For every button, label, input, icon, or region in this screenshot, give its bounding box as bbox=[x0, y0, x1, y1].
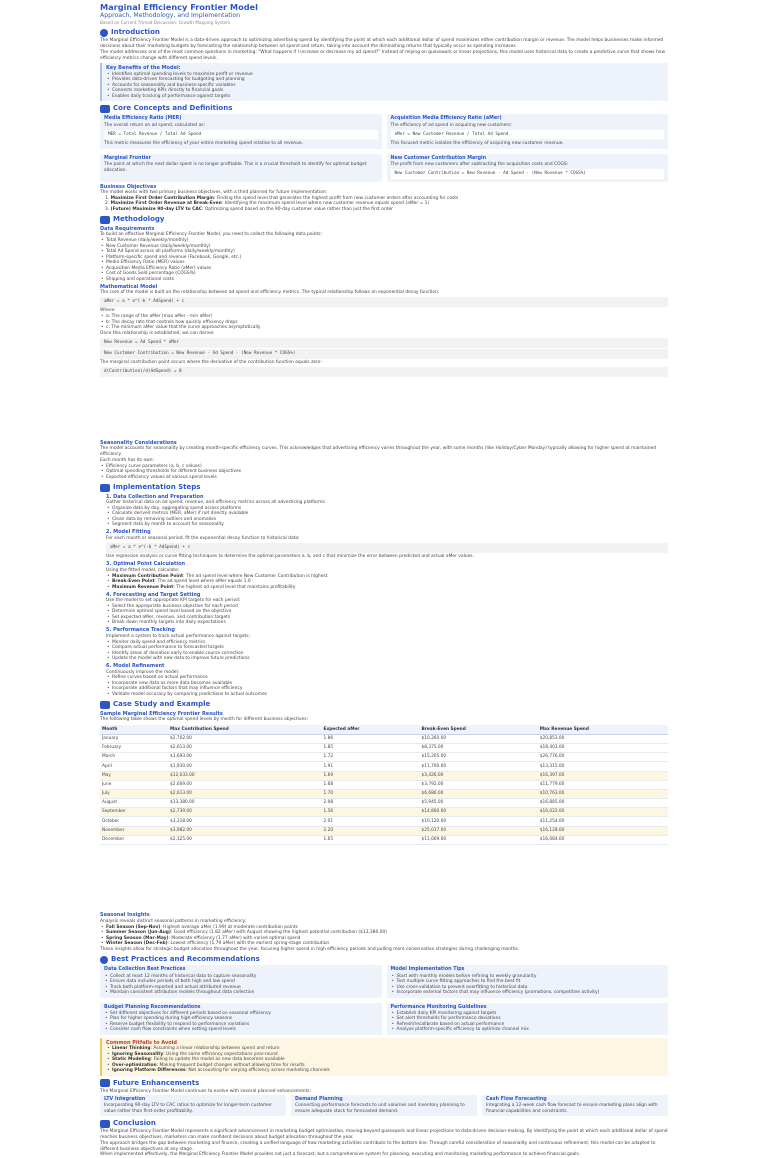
step-2-note: Use regression analysis or curve fitting techniques to determine the optimal parameters a, b, and c that minimize the error between predicted and actual aMer values. bbox=[106, 554, 474, 560]
future-heading-text: Future Enhancements bbox=[113, 1078, 200, 1087]
ncm-title: New Customer Contribution Margin bbox=[390, 155, 487, 161]
concepts-heading bbox=[100, 104, 668, 113]
list-item: • Use cross-validation to prevent overfitting to historical data bbox=[391, 985, 665, 991]
list-item: • Identifies optimal spending levels to maximize profit or revenue bbox=[106, 72, 664, 78]
step-3-text: Using the fitted model, calculate: bbox=[106, 567, 180, 573]
case-heading-text: Case Study and Example bbox=[113, 700, 211, 709]
steps-body bbox=[100, 494, 668, 698]
list-item bbox=[106, 1068, 664, 1074]
table-cell: 1.69 bbox=[322, 771, 420, 780]
results-table-body bbox=[100, 734, 668, 844]
case-heading bbox=[100, 700, 668, 709]
step-1-text: Gather historical data on ad spend, revenue, and efficiency metrics across all advertising platforms. bbox=[106, 500, 327, 506]
practice-card-title: Model Implementation Tips bbox=[390, 967, 465, 973]
table-cell: $16,022.00 bbox=[538, 808, 668, 817]
table-cell: $26,776.00 bbox=[538, 753, 668, 762]
objectives-title: Business Objectives bbox=[100, 183, 157, 190]
item-name: Static Modeling bbox=[112, 1057, 151, 1063]
derive-text: Once this relationship is established, we can derive: bbox=[100, 330, 215, 336]
list-item: • Connects marketing KPIs directly to financial goals bbox=[106, 88, 664, 94]
list-item: • Test multiple curve fitting approaches to find the best fit bbox=[391, 979, 665, 985]
table-cell: $12,033.00 bbox=[168, 771, 322, 780]
list-item: • Calculate derived metrics (MER, aMer) if not directly available bbox=[106, 511, 668, 517]
table-cell: $13,315.00 bbox=[538, 762, 668, 771]
item-name: Spring Season (Mar-May) bbox=[106, 935, 169, 941]
amer-title: Acquisition Media Efficiency Ratio (aMer) bbox=[390, 116, 502, 122]
practice-list bbox=[104, 974, 378, 996]
step-4-list bbox=[106, 604, 668, 626]
table-cell: $10,260.00 bbox=[420, 734, 538, 743]
table-cell: $11,254.00 bbox=[538, 817, 668, 826]
table-cell: March bbox=[100, 753, 168, 762]
practice-card-title: Data Collection Best Practices bbox=[104, 967, 186, 973]
step-5-text: Implement a system to track actual performance against targets: bbox=[106, 633, 251, 639]
table-cell: 1.70 bbox=[322, 789, 420, 798]
practice-card bbox=[387, 1003, 669, 1035]
table-cell: $6,686.00 bbox=[420, 789, 538, 798]
table-row bbox=[100, 789, 668, 798]
list-item: • Total Revenue (daily/weekly/monthly) bbox=[100, 238, 668, 244]
table-cell: 1.91 bbox=[322, 762, 420, 771]
table-row bbox=[100, 762, 668, 771]
list-item: • Acquisition Media Efficiency Ratio (aMer) values bbox=[100, 266, 668, 272]
future-card bbox=[291, 1095, 477, 1117]
list-item: • Plan for higher spending during high-efficiency seasons bbox=[104, 1016, 378, 1022]
step-3-title: 3. Optimal Point Calculation bbox=[106, 561, 186, 568]
list-item: • c: The minimum aMer value that the curve approaches asymptotically bbox=[100, 325, 668, 331]
table-cell: $5,945.00 bbox=[420, 799, 538, 808]
future-card-title: Demand Planning bbox=[295, 1096, 343, 1102]
data-requirements-intro: To build an effective Marginal Efficiency Frontier Model, you need to collect the following data points: bbox=[100, 232, 322, 238]
table-row bbox=[100, 835, 668, 844]
column-header: Max Revenue Spend bbox=[538, 725, 668, 734]
table-cell: $18,403.00 bbox=[538, 743, 668, 752]
item-text: : Failing to update the model as new data becomes available bbox=[150, 1057, 285, 1063]
item-text: : Assuming a linear relationship between spend and return bbox=[150, 1046, 280, 1052]
mer-card bbox=[100, 114, 382, 148]
amer-text: The efficiency of ad spend in acquiring new customers: bbox=[390, 122, 512, 128]
intro-heading-text: Introduction bbox=[111, 28, 160, 37]
item-text: : Identifying the maximum spend level where new customer revenue equals spend (aMer = 1) bbox=[221, 201, 430, 207]
table-row bbox=[100, 734, 668, 743]
table-cell: $16,885.00 bbox=[538, 799, 668, 808]
item-name: Ignoring Platform Differences bbox=[112, 1068, 186, 1074]
table-cell: 1.86 bbox=[322, 734, 420, 743]
where-label: Where: bbox=[100, 308, 116, 314]
table-cell: $3,982.00 bbox=[168, 826, 322, 835]
heart-icon bbox=[100, 956, 108, 964]
step-5-title: 5. Performance Tracking bbox=[106, 627, 175, 634]
objectives-intro: The model works with two primary business objectives, with a third planned for future implementation: bbox=[100, 190, 328, 196]
table-cell: $13,380.00 bbox=[168, 799, 322, 808]
pitfalls-box bbox=[100, 1038, 668, 1076]
practice-card-title: Budget Planning Recommendations bbox=[104, 1004, 201, 1010]
list-item: • Start with monthly models before refining to weekly granularity bbox=[391, 974, 665, 980]
table-cell: 2.20 bbox=[322, 826, 420, 835]
doc-subtitle: Approach, Methodology, and Implementation bbox=[100, 12, 241, 20]
table-title: Sample Marginal Efficiency Frontier Results bbox=[100, 710, 223, 717]
table-cell: May bbox=[100, 771, 168, 780]
list-item: • Optimal spending thresholds for different business objectives bbox=[100, 469, 668, 475]
table-cell: January bbox=[100, 734, 168, 743]
table-cell: November bbox=[100, 826, 168, 835]
list-item: • Select the appropriate business objective for each period bbox=[106, 604, 668, 610]
list-item bbox=[100, 941, 668, 947]
concepts-heading-text: Core Concepts and Definitions bbox=[113, 104, 233, 113]
revenue-formula: New Revenue = Ad Spend * aMer bbox=[100, 338, 668, 348]
table-cell: $25,017.00 bbox=[420, 826, 538, 835]
item-text: : Not accounting for varying efficiency across marketing channels bbox=[185, 1068, 330, 1074]
table-cell: $1,930.00 bbox=[168, 762, 322, 771]
item-name: Over-optimization bbox=[112, 1062, 157, 1068]
list-item: • Efficiency curve parameters (a, b, c values) bbox=[100, 464, 668, 470]
table-intro: The following table shows the optimal spend levels by month for different business objectives: bbox=[100, 717, 308, 723]
seasonality-intro: Each month has its own: bbox=[100, 457, 155, 463]
table-row bbox=[100, 826, 668, 835]
gears-icon bbox=[100, 484, 110, 492]
practice-card-title: Performance Monitoring Guidelines bbox=[390, 1004, 487, 1010]
table-cell: June bbox=[100, 780, 168, 789]
list-item: • Expected efficiency values at various spend levels bbox=[100, 475, 668, 481]
contribution-formula: New Customer Contribution = New Revenue - Ad Spend - (New Revenue * COGS%) bbox=[100, 349, 668, 359]
list-item: • Consider cash flow constraints when setting spend levels bbox=[104, 1027, 378, 1033]
table-row bbox=[100, 780, 668, 789]
list-item: • Refine curves based on actual performance bbox=[106, 675, 668, 681]
insights-intro: Analysis reveals distinct seasonal patterns in marketing efficiency: bbox=[100, 918, 247, 924]
table-row bbox=[100, 753, 668, 762]
blank-spacer bbox=[100, 378, 668, 438]
table-cell: $3,426.00 bbox=[420, 771, 538, 780]
methodology-heading-text: Methodology bbox=[113, 215, 165, 224]
list-item: • Collect at least 12 months of historical data to capture seasonality bbox=[104, 974, 378, 980]
table-cell: $16,084.00 bbox=[538, 835, 668, 844]
practice-card bbox=[100, 1003, 382, 1035]
column-header: Month bbox=[100, 725, 168, 734]
frontier-text: The point at which the next dollar spent is no longer profitable. This is a crucial threshold to identify for optimal budget allocation. bbox=[104, 161, 367, 173]
mer-text: The overall return on ad spend, calculated as: bbox=[104, 122, 206, 128]
list-item: • Set different objectives for different periods based on seasonal efficiency bbox=[104, 1011, 378, 1017]
table-cell: $2,609.00 bbox=[168, 780, 322, 789]
table-cell: $11,779.00 bbox=[538, 780, 668, 789]
list-item: • Provides data-driven forecasting for budgeting and planning bbox=[106, 77, 664, 83]
intro-paragraph-1: The Marginal Efficiency Frontier Model is a data-driven approach to optimizing advertising spend by identifying the point at which each additional dollar of spend maximizes either contribution margin or revenue. The model helps businesses make informed decisions about their marketing budgets by forecasting the relationship between ad spend and return, taking into account the diminishing returns that typically occur as spending increases. bbox=[100, 38, 664, 50]
list-item: • Establish daily KPI monitoring against targets bbox=[391, 1011, 665, 1017]
table-cell: $8,375.00 bbox=[420, 743, 538, 752]
table-row bbox=[100, 808, 668, 817]
step-2-text: For each month or seasonal period, fit the exponential decay function to historical data: bbox=[106, 535, 300, 541]
table-cell: April bbox=[100, 762, 168, 771]
table-cell: August bbox=[100, 799, 168, 808]
list-item: • Maintain consistent attribution models throughout data collection bbox=[104, 990, 378, 996]
list-item: • Validate model accuracy by comparing predictions to actual outcomes bbox=[106, 692, 668, 698]
list-item: • Segment data by month to account for seasonality bbox=[106, 522, 668, 528]
table-cell: 1.68 bbox=[322, 780, 420, 789]
pitfalls-title: Common Pitfalls to Avoid bbox=[106, 1039, 177, 1046]
step-6-title: 6. Model Refinement bbox=[106, 663, 165, 670]
insights-list bbox=[100, 925, 668, 947]
amer-card bbox=[387, 114, 669, 148]
table-cell: 2.01 bbox=[322, 817, 420, 826]
table-cell: 1.85 bbox=[322, 743, 420, 752]
table-cell: July bbox=[100, 789, 168, 798]
step-2-formula: aMer = a * e^(-b * AdSpend) + c bbox=[106, 543, 668, 553]
item-name: Fall Season (Sep-Nov) bbox=[106, 924, 161, 930]
table-cell: $2,739.00 bbox=[168, 808, 322, 817]
item-number: 2. bbox=[105, 201, 110, 207]
math-model-intro: The core of the model is built on the relationship between ad spend and efficiency metrics. The typical relationship follows an exponential decay function: bbox=[100, 290, 440, 296]
doc-title: Marginal Efficiency Frontier Model bbox=[100, 2, 258, 12]
future-intro: The Marginal Efficiency Frontier Model continues to evolve with several planned enhancements: bbox=[100, 1088, 312, 1094]
table-cell: $11,669.00 bbox=[420, 835, 538, 844]
forward-icon bbox=[100, 1079, 110, 1087]
list-item bbox=[100, 207, 668, 213]
table-cell: 1.56 bbox=[322, 808, 420, 817]
list-item: • Determine optimal spend level based on the objective bbox=[106, 609, 668, 615]
list-item: • Accounts for seasonality and business-specific variables bbox=[106, 83, 664, 89]
step-4-title: 4. Forecasting and Target Setting bbox=[106, 591, 201, 598]
item-text: : Making frequent budget changes without allowing time for results bbox=[156, 1062, 305, 1068]
table-cell: $14,800.00 bbox=[420, 808, 538, 817]
table-cell: $10,120.00 bbox=[420, 817, 538, 826]
item-number: 1. bbox=[105, 195, 110, 201]
conclusion-heading bbox=[100, 1119, 668, 1128]
benefits-box bbox=[100, 63, 668, 101]
table-row bbox=[100, 799, 668, 808]
mer-title: Media Efficiency Ratio (MER) bbox=[104, 116, 182, 122]
column-header: Expected aMer bbox=[322, 725, 420, 734]
item-number: 3. bbox=[105, 206, 110, 212]
list-item: • Analyze platform-specific efficiency to optimize channel mix bbox=[391, 1027, 665, 1033]
decay-formula: aMer = a * e^(-b * AdSpend) + c bbox=[100, 297, 668, 307]
list-item: • Total Ad Spend across all platforms (daily/weekly/monthly) bbox=[100, 249, 668, 255]
list-item: • Platform-specific spend and revenue (Facebook, Google, etc.) bbox=[100, 255, 668, 261]
item-name: Linear Thinking bbox=[112, 1046, 151, 1052]
item-name: Maximum Revenue Point bbox=[112, 584, 174, 590]
list-item: • Organize data by day, aggregating spend across platforms bbox=[106, 506, 668, 512]
mer-note: This metric measures the efficiency of your entire marketing spend relative to all revenue. bbox=[104, 140, 304, 146]
table-cell: September bbox=[100, 808, 168, 817]
list-item: • Incorporate external factors that may influence efficiency (promotions, competitive activity) bbox=[391, 990, 665, 996]
table-cell: $2,613.00 bbox=[168, 743, 322, 752]
practice-list bbox=[391, 1011, 665, 1033]
practices-heading bbox=[100, 955, 668, 964]
item-name: Break-Even Point bbox=[112, 579, 155, 585]
step-1-list bbox=[106, 506, 668, 528]
item-name: Summer Season (Jun-Aug) bbox=[106, 930, 171, 936]
item-name: (Future) Maximize 90-day LTV to CAC bbox=[110, 206, 203, 212]
benefits-list bbox=[106, 72, 664, 100]
table-cell: $16,128.00 bbox=[538, 826, 668, 835]
step-3-list bbox=[106, 574, 668, 591]
future-grid bbox=[100, 1095, 668, 1117]
item-name: Maximize First Order Contribution Margin bbox=[110, 195, 214, 201]
intro-paragraph-2: The model addresses one of the most common questions in marketing: "What happens if I increase or decrease my ad spend?" Instead of relying on guesswork or linear projections, this model uses historical data to create a predictive curve that shows how efficiency metrics change with different spend levels. bbox=[100, 49, 666, 61]
list-item: • Incorporate additional factors that may influence efficiency bbox=[106, 686, 668, 692]
practice-card bbox=[100, 965, 382, 997]
doc-note: Based on Current Thread Discussion: Growth Mapping System bbox=[100, 19, 231, 25]
list-item: • Identify areas of deviation early to enable course correction bbox=[106, 651, 668, 657]
frontier-note: The marginal contribution point occurs where the derivative of the contribution function equals zero: bbox=[100, 360, 322, 366]
item-text: : Moderate efficiency (1.77 aMer) with varied optimal spend bbox=[168, 935, 301, 941]
table-cell: $3,318.00 bbox=[168, 817, 322, 826]
conclusion-heading-text: Conclusion bbox=[113, 1119, 156, 1128]
concepts-grid bbox=[100, 114, 668, 182]
table-cell: $15,205.00 bbox=[420, 753, 538, 762]
blank-spacer bbox=[100, 845, 668, 911]
future-card-text: Integrating a 12-week cash flow forecast to ensure marketing plans align with financial capabilities and constraints. bbox=[486, 1102, 658, 1114]
benefits-title: Key Benefits of the Model: bbox=[106, 65, 181, 72]
steps-heading-text: Implementation Steps bbox=[113, 483, 201, 492]
info-circle-icon bbox=[100, 29, 108, 37]
pitfalls-list bbox=[106, 1046, 664, 1074]
item-name: Maximize First Order Revenue at Break-Even bbox=[110, 201, 222, 207]
list-item: • b: The decay rate that controls how quickly efficiency drops bbox=[100, 320, 668, 326]
data-requirements-list bbox=[100, 238, 668, 282]
item-text: : Highest average aMer (1.99) at moderate contribution points bbox=[160, 924, 298, 930]
where-list bbox=[100, 314, 668, 331]
math-model-title: Mathematical Model bbox=[100, 283, 158, 290]
list-item: • Shipping and operational costs bbox=[100, 277, 668, 283]
list-item: • Refresh/recalibrate based on actual performance bbox=[391, 1022, 665, 1028]
future-card-text: Incorporating 90-day LTV to CAC ratios to optimize for longer-term customer value rather than first-order profitability. bbox=[104, 1102, 272, 1114]
ncm-formula: New Customer Contribution = New Revenue - Ad Spend - (New Revenue * COGS%) bbox=[391, 169, 665, 179]
amer-note: This focused metric isolates the efficiency of acquiring new customer revenue. bbox=[390, 140, 564, 146]
step-4-text: Use the model to set appropriate KPI targets for each period: bbox=[106, 598, 241, 604]
future-card bbox=[100, 1095, 286, 1117]
table-cell: $11,700.00 bbox=[420, 762, 538, 771]
data-requirements-title: Data Requirements bbox=[100, 225, 155, 232]
item-text: : Using the same efficiency expectations year-round bbox=[163, 1051, 278, 1057]
list-item: • New Customer Revenue (daily/weekly/monthly) bbox=[100, 244, 668, 250]
practice-list bbox=[391, 974, 665, 996]
table-row bbox=[100, 771, 668, 780]
table-row bbox=[100, 743, 668, 752]
table-cell: $2,702.00 bbox=[168, 734, 322, 743]
item-text: : The highest ad spend level that maintains profitability bbox=[173, 584, 296, 590]
list-item: • Compare actual performance to forecasted targets bbox=[106, 645, 668, 651]
item-text: : The ad spend level where aMer equals 1.0 bbox=[154, 579, 251, 585]
seasonality-title: Seasonality Considerations bbox=[100, 439, 177, 446]
ncm-text: The profit from new customers after subtracting the acquisition costs and COGS: bbox=[390, 161, 569, 167]
step-5-list bbox=[106, 640, 668, 662]
table-cell: 1.65 bbox=[322, 835, 420, 844]
item-name: Ignoring Seasonality bbox=[112, 1051, 164, 1057]
future-card bbox=[482, 1095, 668, 1117]
seasonality-text: The model accounts for seasonality by creating month-specific efficiency curves. This acknowledges that advertising efficiency varies throughout the year, with some months (like Holiday/Cyber Monday) typically allowing for higher spend at maintained efficiency. bbox=[100, 446, 657, 458]
item-text: : Optimizing spend based on the 90-day customer value rather than just the first order bbox=[202, 206, 393, 212]
list-item: • Ensure data includes periods of both high and low spend bbox=[104, 979, 378, 985]
mer-formula: MER = Total Revenue / Total Ad Spend bbox=[104, 130, 378, 140]
column-header: Break-Even Spend bbox=[420, 725, 538, 734]
step-6-text: Continuously improve the model: bbox=[106, 669, 180, 675]
table-cell: 2.08 bbox=[322, 799, 420, 808]
results-table bbox=[100, 725, 668, 845]
frontier-card bbox=[100, 154, 382, 183]
seasonality-list bbox=[100, 464, 668, 481]
table-cell: $2,125.00 bbox=[168, 835, 322, 844]
amer-formula: aMer = New Customer Revenue / Total Ad Spend bbox=[391, 130, 665, 140]
derivative-formula: d(Contribution)/d(AdSpend) = 0 bbox=[100, 367, 668, 377]
table-header-row bbox=[100, 725, 668, 734]
conclusion-paragraph-3: When implemented effectively, the Marginal Efficiency Frontier Model provides not just a forecast, but a comprehensive system for planning, executing and monitoring marketing performance to achieve financial goals. bbox=[100, 1152, 581, 1158]
step-1-title: 1. Data Collection and Preparation bbox=[106, 493, 204, 500]
list-item: • Track both platform-reported and actual attributed revenue bbox=[104, 985, 378, 991]
list-item: • Reserve budget flexibility to respond to performance variations bbox=[104, 1022, 378, 1028]
list-item: • Break down monthly targets into daily expectations bbox=[106, 620, 668, 626]
table-row bbox=[100, 817, 668, 826]
list-item: • Update the model with new data to improve future predictions bbox=[106, 656, 668, 662]
flag-icon bbox=[100, 1120, 110, 1128]
item-text: : Lowest efficiency (1.79 aMer) with the earliest spring-stage contribution bbox=[167, 941, 330, 947]
insights-title: Seasonal Insights bbox=[100, 912, 150, 919]
future-card-title: LTV Integration bbox=[104, 1096, 146, 1102]
item-name: Winter Season (Dec-Feb) bbox=[106, 941, 168, 947]
list-item: • Media Efficiency Ratio (MER) values bbox=[100, 260, 668, 266]
table-cell: $3,792.00 bbox=[420, 780, 538, 789]
practices-heading-text: Best Practices and Recommendations bbox=[111, 955, 260, 964]
table-cell: $16,397.00 bbox=[538, 771, 668, 780]
table-cell: October bbox=[100, 817, 168, 826]
step-2-title: 2. Model Fitting bbox=[106, 529, 151, 536]
ncm-card bbox=[387, 154, 669, 183]
item-text: : Finding the spend level that generates the highest profit from new customer orders after accounting for costs bbox=[214, 195, 459, 201]
column-header: Max Contribution Spend bbox=[168, 725, 322, 734]
objectives-list bbox=[100, 196, 668, 213]
table-cell: $20,853.00 bbox=[538, 734, 668, 743]
intro-heading bbox=[100, 28, 668, 37]
table-cell: 1.72 bbox=[322, 753, 420, 762]
future-card-text: Connecting performance forecasts to unit volumes and inventory planning to ensure adequate stock for forecasted demand. bbox=[295, 1102, 465, 1114]
list-item: • Set alert thresholds for performance deviations bbox=[391, 1016, 665, 1022]
list-item bbox=[106, 585, 668, 591]
table-cell: February bbox=[100, 743, 168, 752]
item-text: : The ad spend level where New Customer Contribution is highest bbox=[183, 573, 328, 579]
insights-note: These insights allow for strategic budget allocation throughout the year, focusing higher spend in high efficiency periods and pulling more conservative strategies during challenging months. bbox=[100, 946, 520, 952]
steps-heading bbox=[100, 483, 668, 492]
practice-card bbox=[387, 965, 669, 997]
list-item: • Clean data by removing outliers and anomalies bbox=[106, 517, 668, 523]
conclusion-paragraph-2: The approach bridges the gap between marketing and finance, creating a unified language of how marketing activities contribute to the bottom line. Through careful consideration of seasonality and continuous refinement, this model can be adapted to different business objectives at any stage. bbox=[100, 1140, 656, 1152]
list-item: • Set expected aMer, revenue, and contribution targets bbox=[106, 615, 668, 621]
practice-list bbox=[104, 1011, 378, 1033]
table-cell: $3,693.00 bbox=[168, 753, 322, 762]
list-item: • Monitor daily spend and efficiency metrics bbox=[106, 640, 668, 646]
chart-icon bbox=[100, 216, 110, 224]
conclusion-paragraph-1: The Marginal Efficiency Frontier Model represents a significant advancement in marketing budget optimization, moving beyond guesswork and linear projections to data-driven decision-making. By identifying the point at which each additional dollar of spend reaches business objectives, marketers can make confident decisions about budget allocation throughout the year. bbox=[100, 1129, 668, 1141]
list-item: • Cost of Goods Sold percentage (COGS%) bbox=[100, 271, 668, 277]
book-icon bbox=[100, 105, 110, 113]
list-item: • Enables daily tracking of performance against targets bbox=[106, 94, 664, 100]
practices-grid bbox=[100, 965, 668, 1034]
table-cell: December bbox=[100, 835, 168, 844]
item-text: : Good efficiency (1.82 aMer) with August showing the highest potential contribution ($13,380.00) bbox=[170, 930, 387, 936]
table-cell: $2,613.00 bbox=[168, 789, 322, 798]
future-heading bbox=[100, 1079, 668, 1088]
list-item: • a: The range of the aMer (max aMer - min aMer) bbox=[100, 314, 668, 320]
methodology-heading bbox=[100, 215, 668, 224]
item-name: Maximum Contribution Point bbox=[112, 573, 184, 579]
frontier-title: Marginal Frontier bbox=[104, 155, 152, 161]
future-card-title: Cash Flow Forecasting bbox=[486, 1096, 547, 1102]
table-cell: $10,763.00 bbox=[538, 789, 668, 798]
table-icon bbox=[100, 701, 110, 709]
step-6-list bbox=[106, 675, 668, 697]
list-item: • Incorporate new data as more data becomes available bbox=[106, 681, 668, 687]
